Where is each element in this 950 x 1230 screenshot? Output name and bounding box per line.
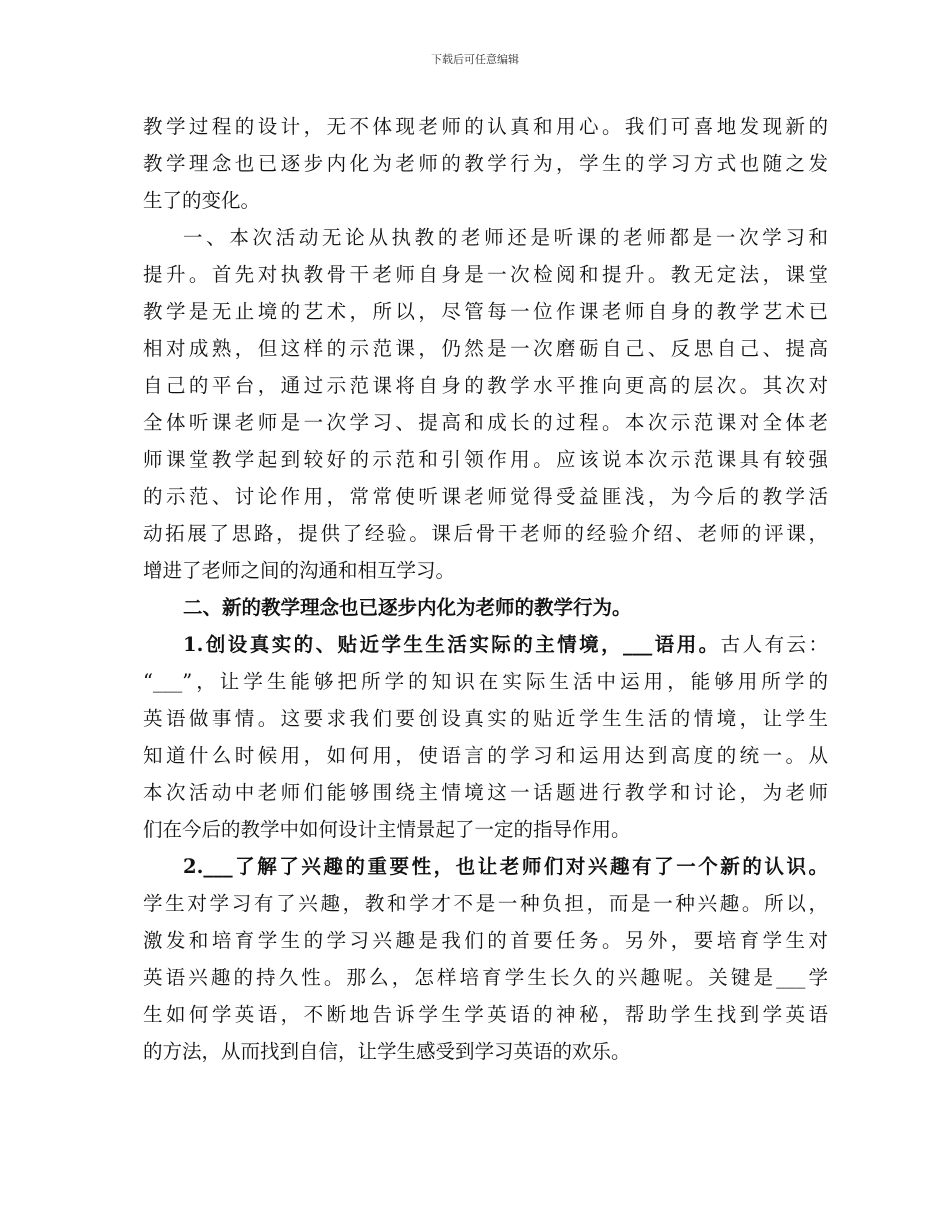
text-line: 提升。首先对执教骨干老师自身是一次检阅和提升。教无定法，课堂	[143, 263, 828, 286]
text-line: 增进了老师之间的沟通和相互学习。	[143, 559, 456, 582]
text-line: “___”，让学生能够把所学的知识在实际生活中运用，能够用所学的	[143, 670, 828, 693]
text-line: 的示范、讨论作用，常常使听课老师觉得受益匪浅，为今后的教学活	[143, 485, 828, 508]
text-line: 动拓展了思路，提供了经验。课后骨干老师的经验介绍、老师的评课，	[143, 522, 828, 545]
text-line: 教学是无止境的艺术，所以，尽管每一位作课老师自身的教学艺术已	[143, 300, 828, 323]
text-line: 全体听课老师是一次学习、提高和成长的过程。本次示范课对全体老	[143, 411, 828, 434]
text-line: 激发和培育学生的学习兴趣是我们的首要任务。另外，要培育学生对	[143, 929, 828, 952]
text-line: 英语兴趣的持久性。那么，怎样培育学生长久的兴趣呢。关键是___学	[143, 966, 828, 989]
text-line: 师课堂教学起到较好的示范和引领作用。应该说本次示范课具有较强	[143, 448, 828, 471]
text-line: 相对成熟，但这样的示范课，仍然是一次磨砺自己、反思自己、提高	[143, 337, 828, 360]
text-line: 本次活动中老师们能够围绕主情境这一话题进行教学和讨论，为老师	[143, 781, 828, 804]
text-line: 学生对学习有了兴趣，教和学才不是一种负担，而是一种兴趣。所以，	[143, 892, 828, 915]
text-line: 知道什么时候用，如何用，使语言的学习和运用达到高度的统一。从	[143, 744, 828, 767]
section-2-heading	[143, 589, 828, 626]
text-line: 教学过程的设计，无不体现老师的认真和用心。我们可喜地发现新的	[143, 115, 828, 138]
text-line: 教学理念也已逐步内化为老师的教学行为，学生的学习方式也随之发	[143, 152, 828, 175]
paragraph-section-1	[143, 219, 828, 589]
paragraph-item-2	[143, 848, 828, 1070]
page-header: 下载后可任意编辑	[431, 53, 519, 66]
text-line: 的方法，从而找到自信，让学生感受到学习英语的欢乐。	[143, 1040, 631, 1063]
item-lead-line	[143, 626, 828, 663]
item-1-lead-rest: 古人有云：	[720, 633, 828, 656]
item-1-bold-lead: 1.创设真实的、贴近学生生活实际的主情境，___语用。	[183, 633, 721, 656]
text-line: 生了的变化。	[143, 189, 261, 212]
paragraph-intro	[143, 108, 828, 219]
item-2-bold-lead: 2.___了解了兴趣的重要性，也让老师们对兴趣有了一个新的认识。	[183, 855, 828, 878]
text-line: 自己的平台，通过示范课将自身的教学水平推向更高的层次。其次对	[143, 374, 828, 397]
text-line: 英语做事情。这要求我们要创设真实的贴近学生生活的情境，让学生	[143, 707, 828, 730]
paragraph-item-1	[143, 626, 828, 848]
text-line: 一、本次活动无论从执教的老师还是听课的老师都是一次学习和	[183, 226, 828, 249]
heading-line: 二、新的教学理念也已逐步内化为老师的教学行为。	[183, 596, 632, 619]
text-line: 生如何学英语，不断地告诉学生学英语的神秘，帮助学生找到学英语	[143, 1003, 828, 1026]
document-body	[143, 108, 828, 1070]
text-line: 们在今后的教学中如何设计主情景起了一定的指导作用。	[143, 818, 631, 841]
